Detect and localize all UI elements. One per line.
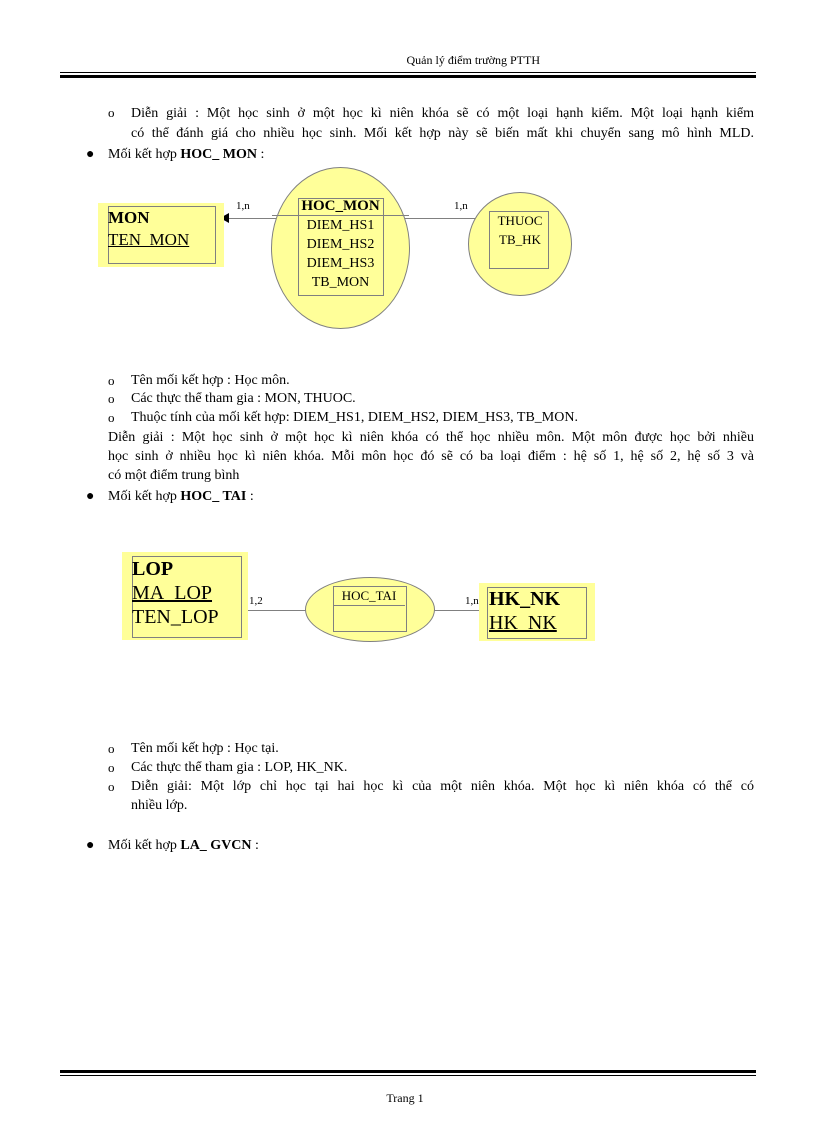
- cardinality-label: 1,n: [465, 595, 479, 607]
- entity-name: LOP: [132, 558, 174, 580]
- entity-lop: [122, 552, 248, 640]
- footer-rule-thin: [60, 1075, 756, 1076]
- sub-bullet-icon: o: [108, 391, 115, 406]
- cardinality-label: 1,n: [236, 200, 250, 212]
- dien-giai-line: Diễn giải : Một học sinh ở một học kì niên khóa có thể học nhiều môn. Một môn được học bởi nhiều: [108, 430, 754, 445]
- cardinality-label: 1,2: [249, 595, 263, 607]
- relation-attr: DIEM_HS1: [306, 218, 375, 233]
- header-rule-thick: [60, 75, 756, 78]
- entity-attr: TB_HK: [499, 232, 541, 247]
- entity-name: MON: [108, 208, 150, 227]
- list-item: Tên mối kết hợp : Học môn.: [131, 373, 290, 388]
- dien-giai-line: có thể đánh giá cho nhiều học sinh. Mối kết hợp này sẽ biến mất khi chuyển sang mô hình MLD.: [131, 126, 754, 141]
- relation-attr: DIEM_HS2: [306, 237, 375, 252]
- relation-hoc-tai: [305, 577, 435, 642]
- entity-key: HK_NK: [489, 612, 557, 634]
- list-item: Thuộc tính của mối kết hợp: DIEM_HS1, DIEM_HS2, DIEM_HS3, TB_MON.: [131, 410, 578, 425]
- sub-bullet-icon: o: [108, 105, 115, 120]
- entity-key: TEN_MON: [108, 230, 190, 249]
- relation-attr: TB_MON: [311, 275, 370, 290]
- sub-bullet-icon: o: [108, 779, 115, 794]
- section-heading-hoc-tai: Mối kết hợp HOC_ TAI :: [108, 489, 254, 504]
- list-item: Các thực thể tham gia : LOP, HK_NK.: [131, 760, 348, 775]
- page-number: Trang 1: [386, 1091, 424, 1105]
- page-header-title: Quản lý điểm trường PTTH: [406, 53, 540, 67]
- dien-giai-line: có một điểm trung bình: [108, 468, 240, 483]
- sub-bullet-icon: o: [108, 741, 115, 756]
- footer-rule-thick: [60, 1070, 756, 1073]
- entity-attr: TEN_LOP: [132, 606, 219, 628]
- relation-attr: DIEM_HS3: [306, 256, 375, 271]
- entity-name: HK_NK: [489, 588, 561, 610]
- bullet-icon: ●: [86, 147, 95, 162]
- entity-key: MA_LOP: [132, 582, 213, 604]
- list-item: Các thực thể tham gia : MON, THUOC.: [131, 391, 356, 406]
- sub-bullet-icon: o: [108, 760, 115, 775]
- entity-thuoc: [468, 192, 572, 296]
- dien-giai-line: học sinh ở nhiều học kì niên khóa. Mỗi môn học đó sẽ có ba loại điểm : hệ số 1, hệ số 2, hệ số 3 và: [108, 449, 754, 464]
- dien-giai-line: nhiều lớp.: [131, 798, 188, 813]
- dien-giai-line: Diễn giải : Một học sinh ở một học kì niên khóa sẽ có một loại hạnh kiểm. Một loại hạnh kiểm: [131, 106, 754, 121]
- bullet-icon: ●: [86, 489, 95, 504]
- sub-bullet-icon: o: [108, 410, 115, 425]
- section-heading-la-gvcn: Mối kết hợp LA_ GVCN :: [108, 838, 259, 853]
- section-heading-hoc-mon: Mối kết hợp HOC_ MON :: [108, 147, 265, 162]
- entity-mon: [98, 203, 224, 267]
- sub-bullet-icon: o: [108, 373, 115, 388]
- cardinality-label: 1,n: [454, 200, 468, 212]
- entity-name: THUOC: [497, 213, 543, 228]
- relation-name: HOC_MON: [272, 198, 409, 216]
- er-diagram-hoc-mon: [98, 162, 588, 332]
- er-diagram-hoc-tai: [122, 550, 602, 645]
- relation-name: HOC_TAI: [333, 588, 405, 606]
- header-rule-thin: [60, 72, 756, 73]
- list-item: Tên mối kết hợp : Học tại.: [131, 741, 279, 756]
- bullet-icon: ●: [86, 838, 95, 853]
- relation-hoc-mon: [271, 167, 410, 329]
- entity-hk-nk: [479, 583, 595, 641]
- dien-giai-line: Diễn giải: Một lớp chỉ học tại hai học kì của một niên khóa. Một học kì niên khóa có thể có: [131, 779, 754, 794]
